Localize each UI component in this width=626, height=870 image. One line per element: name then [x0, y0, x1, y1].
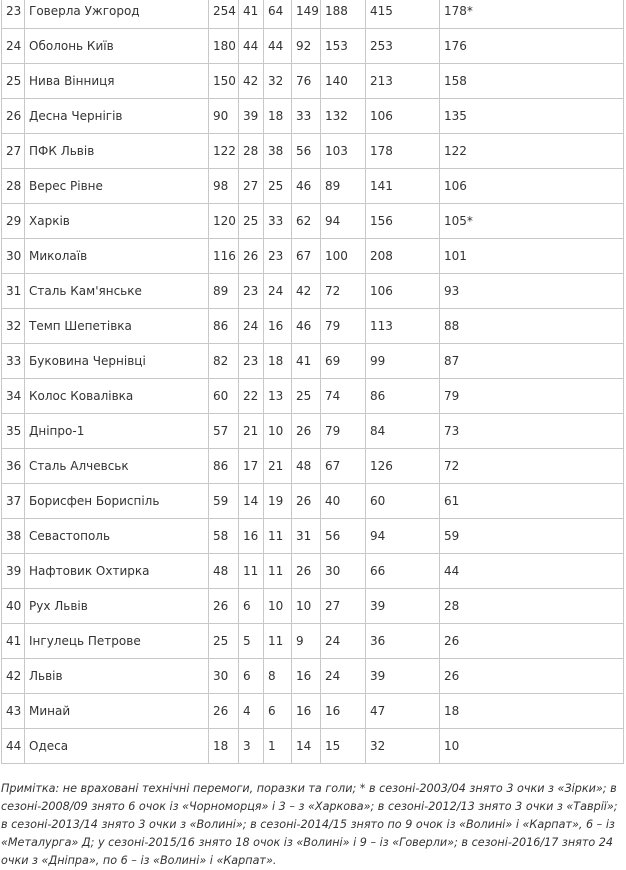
- goals-conceded-cell: 178: [366, 134, 440, 169]
- goals-scored-cell: 72: [321, 274, 366, 309]
- team-cell: Львів: [25, 659, 209, 694]
- goals-scored-cell: 16: [321, 694, 366, 729]
- losses-cell: 14: [292, 729, 321, 764]
- losses-cell: 26: [292, 554, 321, 589]
- standings-table-body: [2, 0, 624, 764]
- losses-cell: 9: [292, 624, 321, 659]
- standings-table: [1, 0, 624, 764]
- rank-cell: 35: [2, 414, 25, 449]
- goals-conceded-cell: 39: [366, 659, 440, 694]
- games-cell: 254: [209, 0, 239, 29]
- table-row: [2, 0, 624, 29]
- goals-conceded-cell: 94: [366, 519, 440, 554]
- goals-conceded-cell: 106: [366, 274, 440, 309]
- rank-cell: 42: [2, 659, 25, 694]
- goals-scored-cell: 30: [321, 554, 366, 589]
- table-row: [2, 449, 624, 484]
- games-cell: 59: [209, 484, 239, 519]
- points-cell: 93: [440, 274, 624, 309]
- wins-cell: 21: [239, 414, 264, 449]
- rank-cell: 36: [2, 449, 25, 484]
- goals-scored-cell: 67: [321, 449, 366, 484]
- goals-scored-cell: 89: [321, 169, 366, 204]
- games-cell: 86: [209, 309, 239, 344]
- wins-cell: 23: [239, 344, 264, 379]
- team-cell: Оболонь Київ: [25, 29, 209, 64]
- goals-conceded-cell: 415: [366, 0, 440, 29]
- games-cell: 82: [209, 344, 239, 379]
- draws-cell: 38: [264, 134, 292, 169]
- games-cell: 180: [209, 29, 239, 64]
- goals-conceded-cell: 106: [366, 99, 440, 134]
- rank-cell: 38: [2, 519, 25, 554]
- points-cell: 72: [440, 449, 624, 484]
- rank-cell: 26: [2, 99, 25, 134]
- goals-conceded-cell: 141: [366, 169, 440, 204]
- wins-cell: 16: [239, 519, 264, 554]
- draws-cell: 33: [264, 204, 292, 239]
- table-row: [2, 309, 624, 344]
- table-row: [2, 519, 624, 554]
- goals-scored-cell: 40: [321, 484, 366, 519]
- goals-conceded-cell: 253: [366, 29, 440, 64]
- points-cell: 101: [440, 239, 624, 274]
- rank-cell: 29: [2, 204, 25, 239]
- losses-cell: 46: [292, 309, 321, 344]
- losses-cell: 16: [292, 694, 321, 729]
- table-row: [2, 99, 624, 134]
- table-row: [2, 729, 624, 764]
- rank-cell: 30: [2, 239, 25, 274]
- team-cell: Борисфен Бориспіль: [25, 484, 209, 519]
- goals-conceded-cell: 36: [366, 624, 440, 659]
- table-row: [2, 624, 624, 659]
- goals-conceded-cell: 156: [366, 204, 440, 239]
- table-row: [2, 239, 624, 274]
- draws-cell: 19: [264, 484, 292, 519]
- team-cell: Одеса: [25, 729, 209, 764]
- draws-cell: 18: [264, 99, 292, 134]
- games-cell: 116: [209, 239, 239, 274]
- goals-scored-cell: 79: [321, 414, 366, 449]
- games-cell: 90: [209, 99, 239, 134]
- games-cell: 120: [209, 204, 239, 239]
- points-cell: 88: [440, 309, 624, 344]
- losses-cell: 149: [292, 0, 321, 29]
- team-cell: Нива Вінниця: [25, 64, 209, 99]
- table-footnote: Примітка: не враховані технічні перемоги, поразки та голи; * в сезоні-2003/04 знято 3 очки з «Зірки»; в сезоні-2008/09 знято 6 очок із «Чорноморця» і 3 – з «Харкова»; в сезоні-2012/13 знято 3 очки з «Таврії»; в сезоні-2013/14 знято 3 очки з «Волині»; в сезоні-2014/15 знято по 9 очок із «Волині» і «Карпат», 6 – із «Металурга» Д; у сезоні-2015/16 знято 18 очок із «Волині» і 9 – із «Говерли»; в сезоні-2016/17 знято 24 очки з «Дніпра», по 6 – із «Волині» і «Карпат».: [1, 782, 618, 868]
- losses-cell: 46: [292, 169, 321, 204]
- goals-conceded-cell: 60: [366, 484, 440, 519]
- wins-cell: 11: [239, 554, 264, 589]
- goals-conceded-cell: 86: [366, 379, 440, 414]
- games-cell: 150: [209, 64, 239, 99]
- wins-cell: 39: [239, 99, 264, 134]
- wins-cell: 23: [239, 274, 264, 309]
- table-row: [2, 414, 624, 449]
- goals-scored-cell: 56: [321, 519, 366, 554]
- goals-conceded-cell: 99: [366, 344, 440, 379]
- points-cell: 18: [440, 694, 624, 729]
- points-cell: 28: [440, 589, 624, 624]
- team-cell: Харків: [25, 204, 209, 239]
- wins-cell: 14: [239, 484, 264, 519]
- games-cell: 26: [209, 694, 239, 729]
- draws-cell: 16: [264, 309, 292, 344]
- points-cell: 176: [440, 29, 624, 64]
- wins-cell: 42: [239, 64, 264, 99]
- draws-cell: 21: [264, 449, 292, 484]
- goals-scored-cell: 153: [321, 29, 366, 64]
- losses-cell: 33: [292, 99, 321, 134]
- table-row: [2, 169, 624, 204]
- goals-conceded-cell: 47: [366, 694, 440, 729]
- goals-scored-cell: 94: [321, 204, 366, 239]
- draws-cell: 6: [264, 694, 292, 729]
- team-cell: Колос Ковалівка: [25, 379, 209, 414]
- wins-cell: 24: [239, 309, 264, 344]
- table-row: [2, 659, 624, 694]
- wins-cell: 6: [239, 659, 264, 694]
- wins-cell: 41: [239, 0, 264, 29]
- losses-cell: 26: [292, 484, 321, 519]
- rank-cell: 24: [2, 29, 25, 64]
- losses-cell: 10: [292, 589, 321, 624]
- rank-cell: 25: [2, 64, 25, 99]
- games-cell: 48: [209, 554, 239, 589]
- games-cell: 30: [209, 659, 239, 694]
- draws-cell: 25: [264, 169, 292, 204]
- points-cell: 26: [440, 624, 624, 659]
- losses-cell: 56: [292, 134, 321, 169]
- table-row: [2, 274, 624, 309]
- team-cell: ПФК Львів: [25, 134, 209, 169]
- losses-cell: 48: [292, 449, 321, 484]
- losses-cell: 67: [292, 239, 321, 274]
- losses-cell: 92: [292, 29, 321, 64]
- points-cell: 122: [440, 134, 624, 169]
- losses-cell: 26: [292, 414, 321, 449]
- games-cell: 89: [209, 274, 239, 309]
- draws-cell: 64: [264, 0, 292, 29]
- team-cell: Минай: [25, 694, 209, 729]
- losses-cell: 31: [292, 519, 321, 554]
- points-cell: 61: [440, 484, 624, 519]
- games-cell: 98: [209, 169, 239, 204]
- goals-scored-cell: 140: [321, 64, 366, 99]
- goals-scored-cell: 188: [321, 0, 366, 29]
- wins-cell: 6: [239, 589, 264, 624]
- games-cell: 25: [209, 624, 239, 659]
- draws-cell: 24: [264, 274, 292, 309]
- goals-scored-cell: 79: [321, 309, 366, 344]
- table-row: [2, 589, 624, 624]
- goals-conceded-cell: 213: [366, 64, 440, 99]
- draws-cell: 10: [264, 589, 292, 624]
- draws-cell: 18: [264, 344, 292, 379]
- table-row: [2, 64, 624, 99]
- draws-cell: 11: [264, 554, 292, 589]
- losses-cell: 41: [292, 344, 321, 379]
- wins-cell: 44: [239, 29, 264, 64]
- rank-cell: 28: [2, 169, 25, 204]
- goals-scored-cell: 74: [321, 379, 366, 414]
- losses-cell: 62: [292, 204, 321, 239]
- rank-cell: 34: [2, 379, 25, 414]
- table-row: [2, 204, 624, 239]
- draws-cell: 11: [264, 519, 292, 554]
- team-cell: Говерла Ужгород: [25, 0, 209, 29]
- goals-scored-cell: 24: [321, 659, 366, 694]
- rank-cell: 32: [2, 309, 25, 344]
- points-cell: 73: [440, 414, 624, 449]
- team-cell: Сталь Кам'янське: [25, 274, 209, 309]
- rank-cell: 41: [2, 624, 25, 659]
- games-cell: 122: [209, 134, 239, 169]
- team-cell: Інгулець Петрове: [25, 624, 209, 659]
- points-cell: 105*: [440, 204, 624, 239]
- wins-cell: 25: [239, 204, 264, 239]
- wins-cell: 3: [239, 729, 264, 764]
- points-cell: 106: [440, 169, 624, 204]
- goals-scored-cell: 132: [321, 99, 366, 134]
- rank-cell: 44: [2, 729, 25, 764]
- wins-cell: 5: [239, 624, 264, 659]
- goals-conceded-cell: 32: [366, 729, 440, 764]
- points-cell: 87: [440, 344, 624, 379]
- draws-cell: 32: [264, 64, 292, 99]
- points-cell: 59: [440, 519, 624, 554]
- team-cell: Севастополь: [25, 519, 209, 554]
- table-row: [2, 344, 624, 379]
- goals-conceded-cell: 208: [366, 239, 440, 274]
- games-cell: 57: [209, 414, 239, 449]
- losses-cell: 16: [292, 659, 321, 694]
- goals-scored-cell: 69: [321, 344, 366, 379]
- goals-scored-cell: 100: [321, 239, 366, 274]
- points-cell: 135: [440, 99, 624, 134]
- team-cell: Верес Рівне: [25, 169, 209, 204]
- draws-cell: 11: [264, 624, 292, 659]
- rank-cell: 40: [2, 589, 25, 624]
- goals-conceded-cell: 84: [366, 414, 440, 449]
- wins-cell: 17: [239, 449, 264, 484]
- points-cell: 79: [440, 379, 624, 414]
- points-cell: 158: [440, 64, 624, 99]
- wins-cell: 28: [239, 134, 264, 169]
- goals-scored-cell: 103: [321, 134, 366, 169]
- draws-cell: 23: [264, 239, 292, 274]
- team-cell: Миколаїв: [25, 239, 209, 274]
- goals-scored-cell: 24: [321, 624, 366, 659]
- table-row: [2, 484, 624, 519]
- losses-cell: 42: [292, 274, 321, 309]
- goals-conceded-cell: 126: [366, 449, 440, 484]
- team-cell: Десна Чернігів: [25, 99, 209, 134]
- games-cell: 18: [209, 729, 239, 764]
- goals-conceded-cell: 113: [366, 309, 440, 344]
- team-cell: Дніпро-1: [25, 414, 209, 449]
- team-cell: Сталь Алчевськ: [25, 449, 209, 484]
- rank-cell: 43: [2, 694, 25, 729]
- losses-cell: 25: [292, 379, 321, 414]
- team-cell: Буковина Чернівці: [25, 344, 209, 379]
- rank-cell: 39: [2, 554, 25, 589]
- rank-cell: 37: [2, 484, 25, 519]
- points-cell: 178*: [440, 0, 624, 29]
- draws-cell: 8: [264, 659, 292, 694]
- games-cell: 58: [209, 519, 239, 554]
- rank-cell: 31: [2, 274, 25, 309]
- wins-cell: 22: [239, 379, 264, 414]
- points-cell: 10: [440, 729, 624, 764]
- draws-cell: 1: [264, 729, 292, 764]
- table-row: [2, 29, 624, 64]
- games-cell: 26: [209, 589, 239, 624]
- goals-conceded-cell: 66: [366, 554, 440, 589]
- table-row: [2, 554, 624, 589]
- points-cell: 26: [440, 659, 624, 694]
- team-cell: Темп Шепетівка: [25, 309, 209, 344]
- points-cell: 44: [440, 554, 624, 589]
- draws-cell: 44: [264, 29, 292, 64]
- wins-cell: 4: [239, 694, 264, 729]
- table-row: [2, 694, 624, 729]
- table-row: [2, 134, 624, 169]
- rank-cell: 23: [2, 0, 25, 29]
- goals-scored-cell: 15: [321, 729, 366, 764]
- team-cell: Нафтовик Охтирка: [25, 554, 209, 589]
- games-cell: 86: [209, 449, 239, 484]
- rank-cell: 33: [2, 344, 25, 379]
- wins-cell: 27: [239, 169, 264, 204]
- draws-cell: 10: [264, 414, 292, 449]
- draws-cell: 13: [264, 379, 292, 414]
- team-cell: Рух Львів: [25, 589, 209, 624]
- games-cell: 60: [209, 379, 239, 414]
- goals-scored-cell: 27: [321, 589, 366, 624]
- wins-cell: 26: [239, 239, 264, 274]
- losses-cell: 76: [292, 64, 321, 99]
- goals-conceded-cell: 39: [366, 589, 440, 624]
- rank-cell: 27: [2, 134, 25, 169]
- table-row: [2, 379, 624, 414]
